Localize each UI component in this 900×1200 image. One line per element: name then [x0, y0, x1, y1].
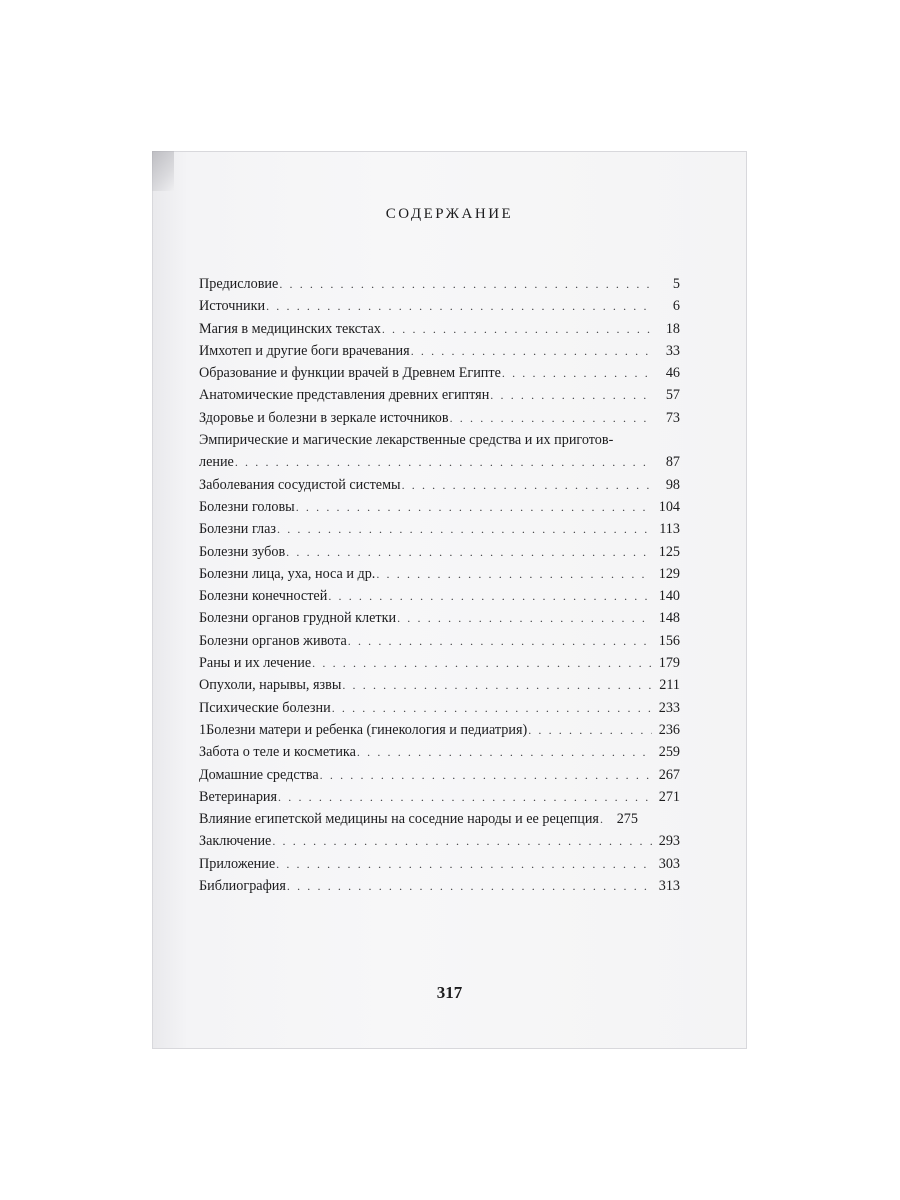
- toc-entry: [199, 833, 680, 855]
- toc-entry-label: Предисловие: [199, 276, 279, 292]
- dot-leader: [328, 589, 652, 604]
- dot-leader: [382, 322, 652, 337]
- toc-entry: [199, 276, 680, 298]
- toc-entry-label-line1: Эмпирические и магические лекарственные средства и их приготов-: [199, 432, 614, 449]
- dot-leader: [600, 812, 610, 827]
- toc-entry-label: Приложение: [199, 855, 276, 872]
- dot-leader: [235, 455, 652, 470]
- page-corner-shadow: [152, 151, 174, 191]
- toc-entry-page: 148: [658, 610, 680, 627]
- toc-entry-label: Психические болезни: [199, 699, 331, 716]
- dot-leader: [320, 768, 652, 783]
- dot-leader: [342, 678, 652, 693]
- toc-entry-page: 140: [658, 588, 680, 605]
- toc-entry: [199, 566, 680, 588]
- toc-entry-wrapped: [199, 432, 680, 477]
- toc-entry: [199, 878, 680, 900]
- toc-entry-page: 211: [659, 677, 680, 694]
- toc-entry-page: 98: [665, 476, 680, 493]
- toc-entry: [199, 767, 680, 789]
- toc-entry-page: 293: [658, 833, 680, 850]
- toc-entry: [199, 700, 680, 722]
- toc-entry-label: Домашние средства: [199, 766, 319, 783]
- toc-entry: [199, 499, 680, 521]
- toc-entry-page: 129: [658, 565, 680, 582]
- page-number: 317: [436, 983, 463, 1002]
- dot-leader: [411, 344, 652, 359]
- toc-entry-page: 236: [658, 721, 680, 738]
- toc-entry: [199, 544, 680, 566]
- toc-entry: [199, 610, 680, 632]
- toc-entry-page: 46: [665, 365, 680, 382]
- toc-entry-label: 1Болезни матери и ребенка (гинекология и педиатрия): [199, 721, 528, 738]
- toc-entry: [199, 655, 680, 677]
- toc-entry: [199, 722, 680, 744]
- dot-leader: [278, 790, 652, 805]
- toc-entry-label: Источники: [199, 298, 266, 315]
- toc-entry: [199, 811, 680, 833]
- toc-entry-label: Опухоли, нарывы, язвы: [199, 677, 342, 694]
- toc-entry-page: 156: [658, 632, 680, 649]
- toc-entry-label: Имхотеп и другие боги врачевания: [199, 342, 410, 359]
- table-of-contents: [199, 276, 680, 900]
- toc-entry-label: Анатомические представления древних египтян: [199, 387, 490, 404]
- toc-entry-label: Болезни лица, уха, носа и др.: [199, 565, 376, 582]
- dot-leader: [528, 723, 652, 738]
- dot-leader: [272, 834, 652, 849]
- dot-leader: [332, 701, 652, 716]
- toc-entry-label: Ветеринария: [199, 788, 278, 805]
- toc-entry-label: ление: [199, 454, 234, 471]
- toc-entry: [199, 321, 680, 343]
- toc-entry-label: Заболевания сосудистой системы: [199, 476, 401, 493]
- toc-entry-label: Магия в медицинских текстах: [199, 320, 381, 337]
- toc-entry-label: Болезни головы: [199, 498, 295, 515]
- toc-entry: [199, 744, 680, 766]
- toc-entry-page: 33: [665, 342, 680, 359]
- dot-leader: [502, 366, 652, 381]
- toc-entry-page: 57: [665, 387, 680, 404]
- dot-leader: [402, 478, 652, 493]
- toc-entry-page: 113: [659, 521, 680, 538]
- toc-entry-label: Библиография: [199, 878, 286, 895]
- dot-leader: [376, 567, 652, 582]
- toc-entry-page: 179: [658, 655, 680, 672]
- toc-entry: [199, 343, 680, 365]
- toc-entry-page: 18: [665, 320, 680, 337]
- toc-entry-line2: [199, 454, 680, 476]
- toc-entry-label: Раны и их лечение: [199, 655, 312, 672]
- toc-entry-page: 275: [616, 811, 638, 828]
- toc-entry-page: 267: [658, 766, 680, 783]
- dot-leader: [296, 500, 652, 515]
- toc-entry-label: Болезни зубов: [199, 543, 286, 560]
- toc-entry: [199, 588, 680, 610]
- toc-entry-page: 313: [658, 878, 680, 895]
- toc-entry-page: 87: [665, 454, 680, 471]
- toc-entry-page: 125: [658, 543, 680, 560]
- toc-entry-label: Болезни органов грудной клетки: [199, 610, 397, 627]
- toc-entry-page: 5: [672, 276, 680, 292]
- dot-leader: [277, 522, 652, 537]
- toc-entry-page: 6: [672, 298, 680, 315]
- toc-entry-label: Болезни органов живота: [199, 632, 347, 649]
- toc-entry: [199, 677, 680, 699]
- toc-entry: [199, 633, 680, 655]
- toc-entry: [199, 789, 680, 811]
- toc-entry: [199, 387, 680, 409]
- dot-leader: [450, 411, 652, 426]
- dot-leader: [266, 299, 652, 314]
- toc-entry: [199, 477, 680, 499]
- toc-entry: [199, 410, 680, 432]
- toc-entry-page: 259: [658, 744, 680, 761]
- toc-entry-page: 104: [658, 498, 680, 515]
- toc-title: СОДЕРЖАНИЕ: [385, 206, 514, 222]
- dot-leader: [312, 656, 652, 671]
- toc-entry-label: Забота о теле и косметика: [199, 744, 356, 761]
- toc-entry-page: 271: [658, 788, 680, 805]
- dot-leader: [286, 545, 652, 560]
- dot-leader: [490, 388, 652, 403]
- toc-entry-label: Болезни конечностей: [199, 588, 328, 605]
- toc-entry-page: 233: [658, 699, 680, 716]
- toc-entry: [199, 856, 680, 878]
- toc-entry-label: Болезни глаз: [199, 521, 277, 538]
- toc-entry-label: Влияние египетской медицины на соседние народы и ее рецепция: [199, 811, 599, 828]
- dot-leader: [287, 879, 652, 894]
- toc-entry: [199, 298, 680, 320]
- dot-leader: [276, 857, 652, 872]
- dot-leader: [357, 745, 652, 760]
- toc-entry-label: Здоровье и болезни в зеркале источников: [199, 409, 449, 426]
- toc-entry-label: Образование и функции врачей в Древнем Египте: [199, 365, 501, 382]
- toc-entry: [199, 521, 680, 543]
- dot-leader: [397, 611, 652, 626]
- dot-leader: [279, 277, 652, 292]
- toc-entry: [199, 365, 680, 387]
- toc-entry-page: 73: [665, 409, 680, 426]
- toc-entry-label: Заключение: [199, 833, 272, 850]
- dot-leader: [348, 634, 652, 649]
- toc-entry-page: 303: [658, 855, 680, 872]
